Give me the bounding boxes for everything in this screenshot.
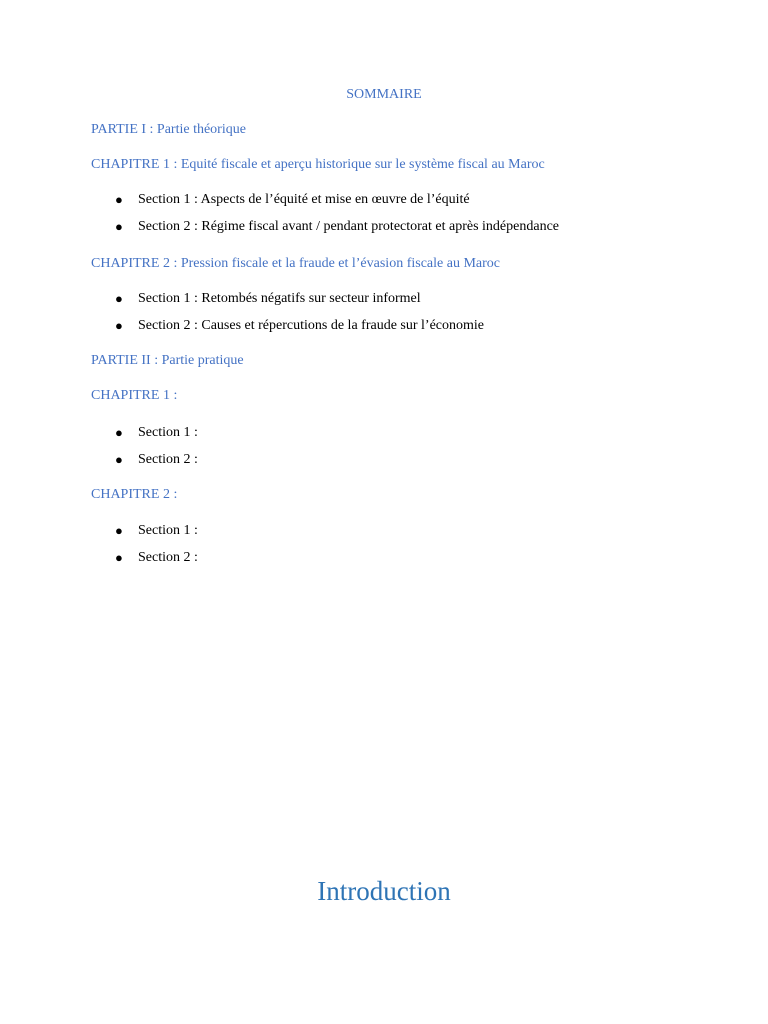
bullet-icon: ●	[115, 523, 123, 538]
partie-1-chapitre-2-heading: CHAPITRE 2 : Pression fiscale et la fraude et l’évasion fiscale au Maroc	[91, 256, 500, 271]
partie-2-chapitre-1-sections	[91, 424, 198, 478]
list-item	[91, 218, 559, 245]
section-label: Section 2 : Causes et répercutions de la fraude sur l’économie	[138, 318, 484, 333]
partie-2-heading: PARTIE II : Partie pratique	[91, 353, 244, 368]
list-item	[91, 317, 484, 344]
bullet-icon: ●	[115, 452, 123, 467]
introduction-heading: Introduction	[317, 876, 451, 906]
list-item	[91, 522, 198, 549]
list-item	[91, 549, 198, 576]
section-label: Section 1 : Aspects de l’équité et mise en œuvre de l’équité	[138, 192, 470, 207]
partie-1-chapitre-1-sections	[91, 191, 559, 245]
section-label: Section 1 :	[138, 425, 198, 440]
section-label: Section 1 :	[138, 523, 198, 538]
list-item	[91, 424, 198, 451]
list-item	[91, 191, 559, 218]
bullet-icon: ●	[115, 318, 123, 333]
sommaire-title: SOMMAIRE	[346, 87, 422, 102]
section-label: Section 2 : Régime fiscal avant / pendant protectorat et après indépendance	[138, 219, 560, 234]
section-label: Section 2 :	[138, 452, 198, 467]
partie-2-chapitre-2-sections	[91, 522, 198, 576]
bullet-icon: ●	[115, 219, 123, 234]
partie-1-heading: PARTIE I : Partie théorique	[91, 122, 246, 137]
section-label: Section 1 : Retombés négatifs sur secteur informel	[138, 291, 421, 306]
partie-1-chapitre-2-sections	[91, 290, 484, 344]
list-item	[91, 290, 484, 317]
bullet-icon: ●	[115, 425, 123, 440]
partie-2-chapitre-1-heading: CHAPITRE 1 :	[91, 388, 178, 403]
partie-2-chapitre-2-heading: CHAPITRE 2 :	[91, 487, 178, 502]
partie-1-chapitre-1-heading: CHAPITRE 1 : Equité fiscale et aperçu historique sur le système fiscal au Maroc	[91, 157, 545, 172]
section-label: Section 2 :	[138, 550, 198, 565]
bullet-icon: ●	[115, 192, 123, 207]
bullet-icon: ●	[115, 291, 123, 306]
list-item	[91, 451, 198, 478]
bullet-icon: ●	[115, 550, 123, 565]
